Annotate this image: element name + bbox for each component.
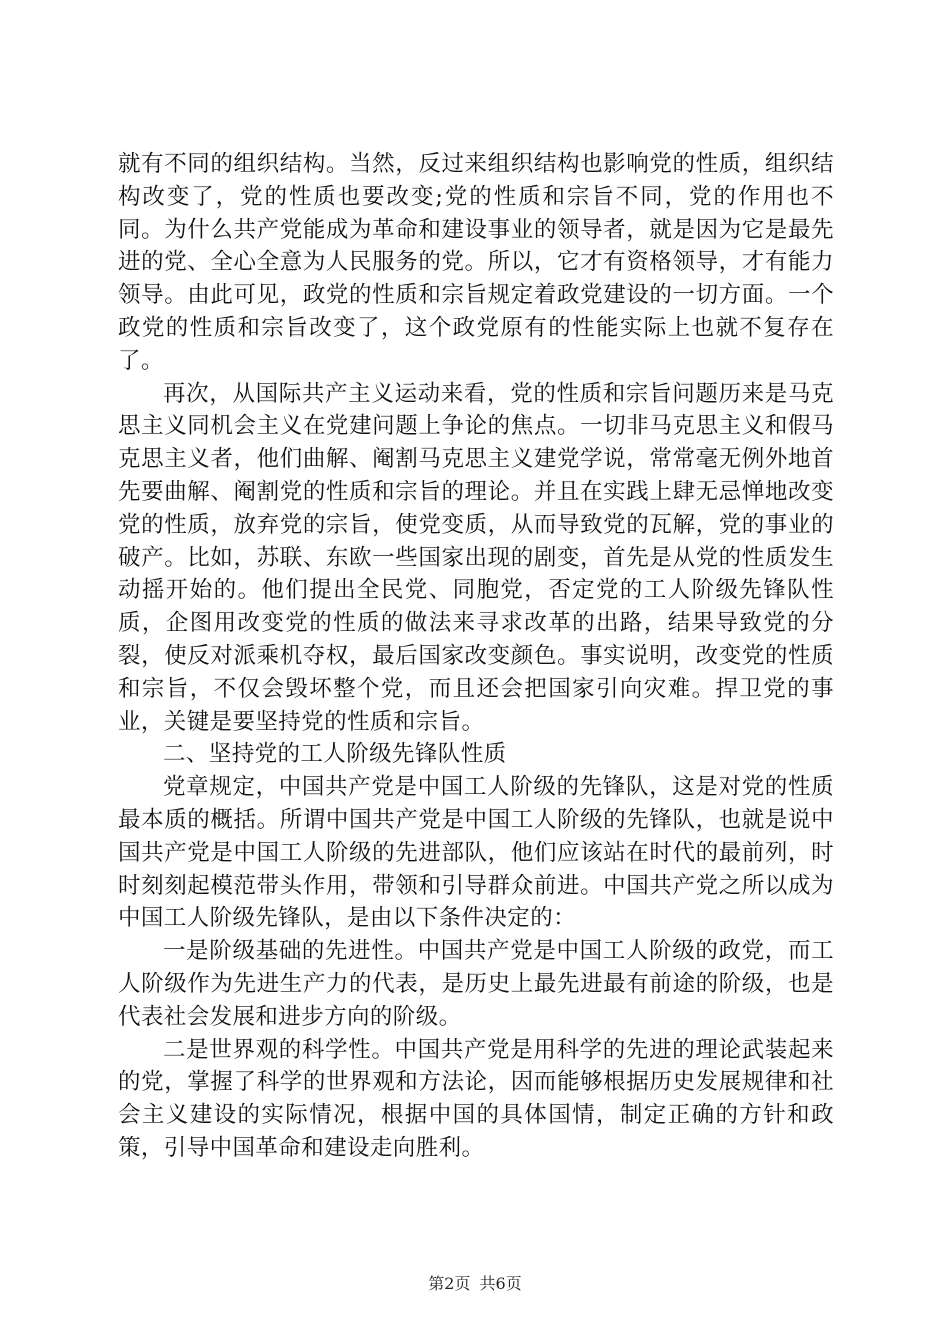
paragraph: 再次，从国际共产主义运动来看，党的性质和宗旨问题历来是马克思主义同机会主义在党建问题上争论的焦点。一切非马克思主义和假马克思主义者，他们曲解、阉割马克思主义建党学说，常常毫无例外地首先要曲解、阉割党的性质和宗旨的理论。并且在实践上肆无忌惮地改变党的性质，放弃党的宗旨，使党变质，从而导致党的瓦解，党的事业的破产。比如，苏联、东欧一些国家出现的剧变，首先是从党的性质发生动摇开始的。他们提出全民党、同胞党，否定党的工人阶级先锋队性质，企图用改变党的性质的做法来寻求改革的出路，结果导致党的分裂，使反对派乘机夺权，最后国家改变颜色。事实说明，改变党的性质和宗旨，不仅会毁坏整个党，而且还会把国家引向灾难。捍卫党的事业，关键是要坚持党的性质和宗旨。 xyxy=(118,380,834,735)
total-pages: 共6页 xyxy=(479,1274,522,1293)
paragraph: 就有不同的组织结构。当然，反过来组织结构也影响党的性质，组织结构改变了，党的性质也要改变;党的性质和宗旨不同，党的作用也不同。为什么共产党能成为革命和建设事业的领导者，就是因为它是最先进的党、全心全意为人民服务的党。所以，它才有资格领导，才有能力领导。由此可见，政党的性质和宗旨规定着政党建设的一切方面。一个政党的性质和宗旨改变了，这个政党原有的性能实际上也就不复存在了。 xyxy=(118,151,834,374)
page-number: 第2页 xyxy=(428,1274,471,1293)
paragraph: 党章规定，中国共产党是中国工人阶级的先锋队，这是对党的性质最本质的概括。所谓中国共产党是中国工人阶级的先锋队，也就是说中国共产党是中国工人阶级的先进部队，他们应该站在时代的最前列，时时刻刻起模范带头作用，带领和引导群众前进。中国共产党之所以成为中国工人阶级先锋队，是由以下条件决定的： xyxy=(118,774,834,932)
paragraph: 一是阶级基础的先进性。中国共产党是中国工人阶级的政党，而工人阶级作为先进生产力的代表，是历史上最先进最有前途的阶级，也是代表社会发展和进步方向的阶级。 xyxy=(118,938,834,1030)
section-heading: 二、坚持党的工人阶级先锋队性质 xyxy=(163,741,507,768)
page-footer xyxy=(0,1274,950,1294)
document-body xyxy=(118,148,834,1165)
paragraph: 二是世界观的科学性。中国共产党是用科学的先进的理论武装起来的党，掌握了科学的世界观和方法论，因而能够根据历史发展规律和社会主义建设的实际情况，根据中国的具体国情，制定正确的方针和政策，引导中国革命和建设走向胜利。 xyxy=(118,1036,834,1161)
